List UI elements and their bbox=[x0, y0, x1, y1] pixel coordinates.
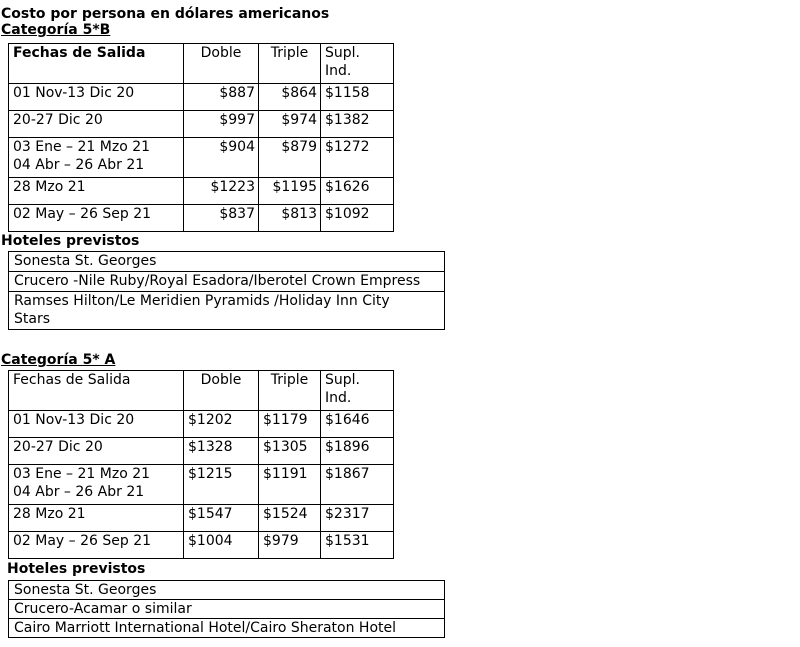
row-doble: $1547 bbox=[184, 505, 259, 532]
row-supl: $1531 bbox=[321, 532, 394, 559]
table-row bbox=[9, 465, 394, 505]
row-fecha: 01 Nov-13 Dic 20 bbox=[9, 84, 184, 111]
hotel-name: Ramses Hilton/Le Meridien Pyramids /Holiday Inn City Stars bbox=[9, 292, 445, 330]
row-doble: $837 bbox=[184, 205, 259, 232]
hotel-row bbox=[9, 619, 445, 638]
hotel-name: Crucero-Acamar o similar bbox=[9, 600, 445, 619]
table-row bbox=[9, 138, 394, 178]
row-supl: $1272 bbox=[321, 138, 394, 178]
row-triple: $974 bbox=[259, 111, 321, 138]
hotel-row bbox=[9, 292, 445, 330]
row-supl: $1158 bbox=[321, 84, 394, 111]
row-triple: $1305 bbox=[259, 438, 321, 465]
table-header-row bbox=[9, 44, 394, 84]
row-supl: $1382 bbox=[321, 111, 394, 138]
row-supl: $1092 bbox=[321, 205, 394, 232]
category-b-heading: Categoría 5*B bbox=[1, 22, 111, 38]
hotel-row bbox=[9, 272, 445, 292]
table-row bbox=[9, 532, 394, 559]
header-triple: Triple bbox=[259, 371, 321, 411]
category-a-heading: Categoría 5* A bbox=[1, 352, 116, 368]
row-doble: $904 bbox=[184, 138, 259, 178]
hotel-name: Sonesta St. Georges bbox=[9, 252, 445, 272]
header-triple: Triple bbox=[259, 44, 321, 84]
row-doble: $1223 bbox=[184, 178, 259, 205]
row-triple: $813 bbox=[259, 205, 321, 232]
row-fecha: 28 Mzo 21 bbox=[9, 178, 184, 205]
row-fecha: 02 May – 26 Sep 21 bbox=[9, 532, 184, 559]
table-row bbox=[9, 438, 394, 465]
row-fecha: 28 Mzo 21 bbox=[9, 505, 184, 532]
hotels-heading-b: Hoteles previstos bbox=[1, 233, 140, 249]
header-fechas: Fechas de Salida bbox=[9, 371, 184, 411]
hotel-name: Cairo Marriott International Hotel/Cairo Sheraton Hotel bbox=[9, 619, 445, 638]
row-fecha: 03 Ene – 21 Mzo 21 04 Abr – 26 Abr 21 bbox=[9, 138, 184, 178]
table-row bbox=[9, 505, 394, 532]
row-fecha: 20-27 Dic 20 bbox=[9, 438, 184, 465]
row-triple: $879 bbox=[259, 138, 321, 178]
header-supl: Supl. Ind. bbox=[321, 44, 394, 84]
row-triple: $1191 bbox=[259, 465, 321, 505]
hotels-heading-a: Hoteles previstos bbox=[7, 561, 146, 577]
row-fecha: 02 May – 26 Sep 21 bbox=[9, 205, 184, 232]
row-supl: $1896 bbox=[321, 438, 394, 465]
hotel-name: Sonesta St. Georges bbox=[9, 581, 445, 600]
row-fecha: 03 Ene – 21 Mzo 21 04 Abr – 26 Abr 21 bbox=[9, 465, 184, 505]
row-doble: $1202 bbox=[184, 411, 259, 438]
row-supl: $1646 bbox=[321, 411, 394, 438]
row-fecha: 20-27 Dic 20 bbox=[9, 111, 184, 138]
table-row bbox=[9, 411, 394, 438]
category-a-price-table bbox=[8, 370, 394, 559]
row-triple: $979 bbox=[259, 532, 321, 559]
table-row bbox=[9, 111, 394, 138]
table-row bbox=[9, 84, 394, 111]
table-row bbox=[9, 205, 394, 232]
hotel-row bbox=[9, 252, 445, 272]
hotel-row bbox=[9, 600, 445, 619]
row-triple: $1195 bbox=[259, 178, 321, 205]
row-triple: $1179 bbox=[259, 411, 321, 438]
category-b-hotels-table bbox=[8, 251, 445, 330]
row-doble: $997 bbox=[184, 111, 259, 138]
row-supl: $2317 bbox=[321, 505, 394, 532]
category-b-price-table bbox=[8, 43, 394, 232]
row-doble: $1215 bbox=[184, 465, 259, 505]
row-fecha: 01 Nov-13 Dic 20 bbox=[9, 411, 184, 438]
row-triple: $1524 bbox=[259, 505, 321, 532]
header-supl: Supl. Ind. bbox=[321, 371, 394, 411]
category-a-hotels-table bbox=[8, 580, 445, 638]
header-fechas: Fechas de Salida bbox=[9, 44, 184, 84]
row-doble: $887 bbox=[184, 84, 259, 111]
row-doble: $1004 bbox=[184, 532, 259, 559]
hotel-name: Crucero -Nile Ruby/Royal Esadora/Iberotel Crown Empress bbox=[9, 272, 445, 292]
header-doble: Doble bbox=[184, 44, 259, 84]
row-supl: $1867 bbox=[321, 465, 394, 505]
row-doble: $1328 bbox=[184, 438, 259, 465]
row-supl: $1626 bbox=[321, 178, 394, 205]
row-triple: $864 bbox=[259, 84, 321, 111]
hotel-row bbox=[9, 581, 445, 600]
table-header-row bbox=[9, 371, 394, 411]
table-row bbox=[9, 178, 394, 205]
header-doble: Doble bbox=[184, 371, 259, 411]
page-title: Costo por persona en dólares americanos bbox=[1, 6, 330, 22]
